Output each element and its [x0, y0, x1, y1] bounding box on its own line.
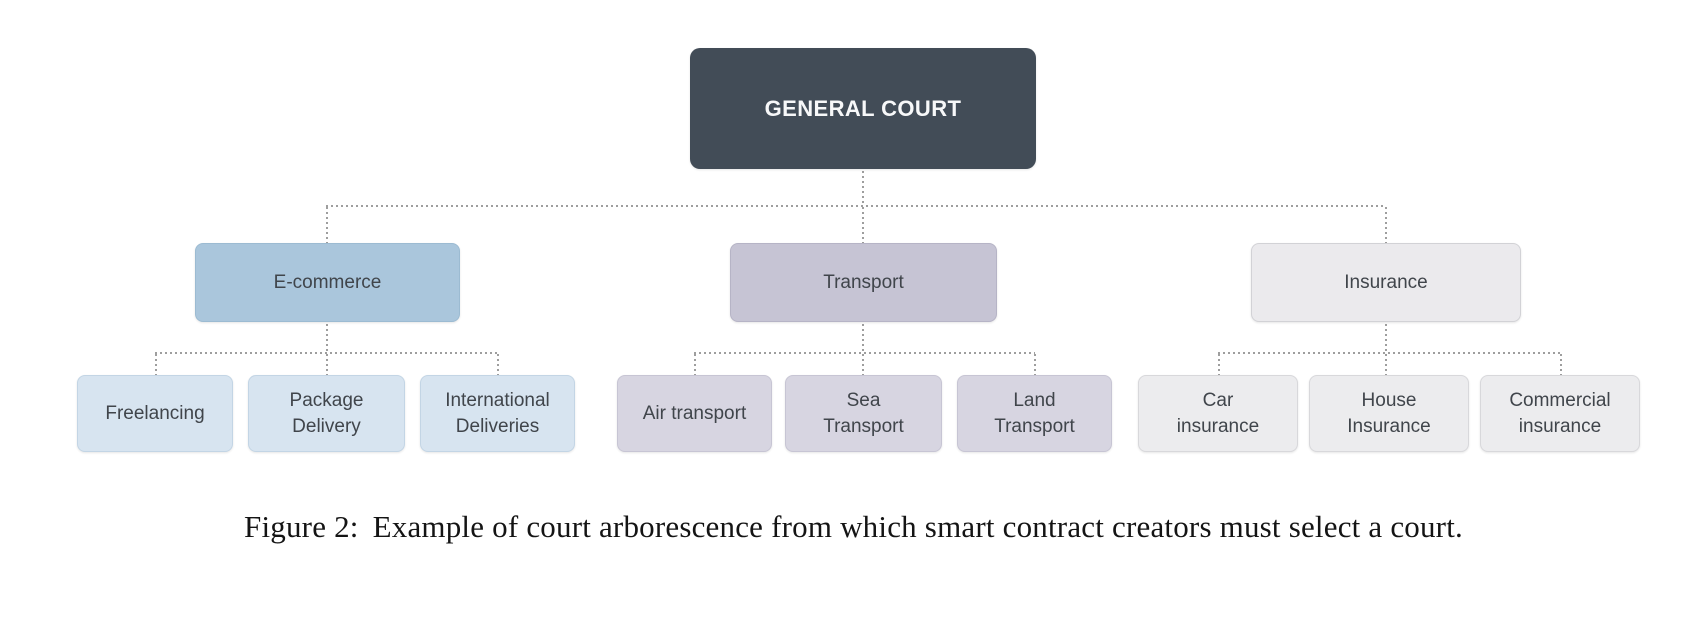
connector-transport-stub [862, 324, 864, 352]
connector-top-horizontal [326, 205, 1386, 207]
connector-drop-international-deliveries [497, 354, 499, 375]
connector-ecommerce-stub [326, 324, 328, 352]
connector-drop-transport [862, 207, 864, 243]
connector-drop-air-transport [694, 354, 696, 375]
node-freelancing: Freelancing [77, 375, 233, 452]
node-e-commerce: E-commerce [195, 243, 460, 322]
connector-drop-freelancing [155, 354, 157, 375]
figure-caption-text: Example of court arborescence from which smart contract creators must select a court. [372, 509, 1463, 544]
node-transport: Transport [730, 243, 997, 322]
node-car-insurance: Car insurance [1138, 375, 1298, 452]
connector-drop-package-delivery [326, 354, 328, 375]
connector-drop-ecommerce [326, 207, 328, 243]
connector-root-stub [862, 171, 864, 205]
connector-insurance-stub [1385, 324, 1387, 352]
node-house-insurance: House Insurance [1309, 375, 1469, 452]
node-package-delivery: Package Delivery [248, 375, 405, 452]
node-air-transport: Air transport [617, 375, 772, 452]
node-insurance: Insurance [1251, 243, 1521, 322]
node-sea-transport: Sea Transport [785, 375, 942, 452]
figure-caption-label: Figure 2: [244, 509, 359, 544]
connector-insurance-horizontal [1218, 352, 1561, 354]
node-general-court: GENERAL COURT [690, 48, 1036, 169]
connector-drop-land-transport [1034, 354, 1036, 375]
connector-transport-horizontal [694, 352, 1035, 354]
connector-drop-car-insurance [1218, 354, 1220, 375]
connector-drop-insurance [1385, 207, 1387, 243]
connector-drop-house-insurance [1385, 354, 1387, 375]
node-international-deliveries: International Deliveries [420, 375, 575, 452]
connector-drop-commercial-insurance [1560, 354, 1562, 375]
node-commercial-insurance: Commercial insurance [1480, 375, 1640, 452]
figure-caption [0, 509, 1707, 545]
connector-drop-sea-transport [862, 354, 864, 375]
node-land-transport: Land Transport [957, 375, 1112, 452]
